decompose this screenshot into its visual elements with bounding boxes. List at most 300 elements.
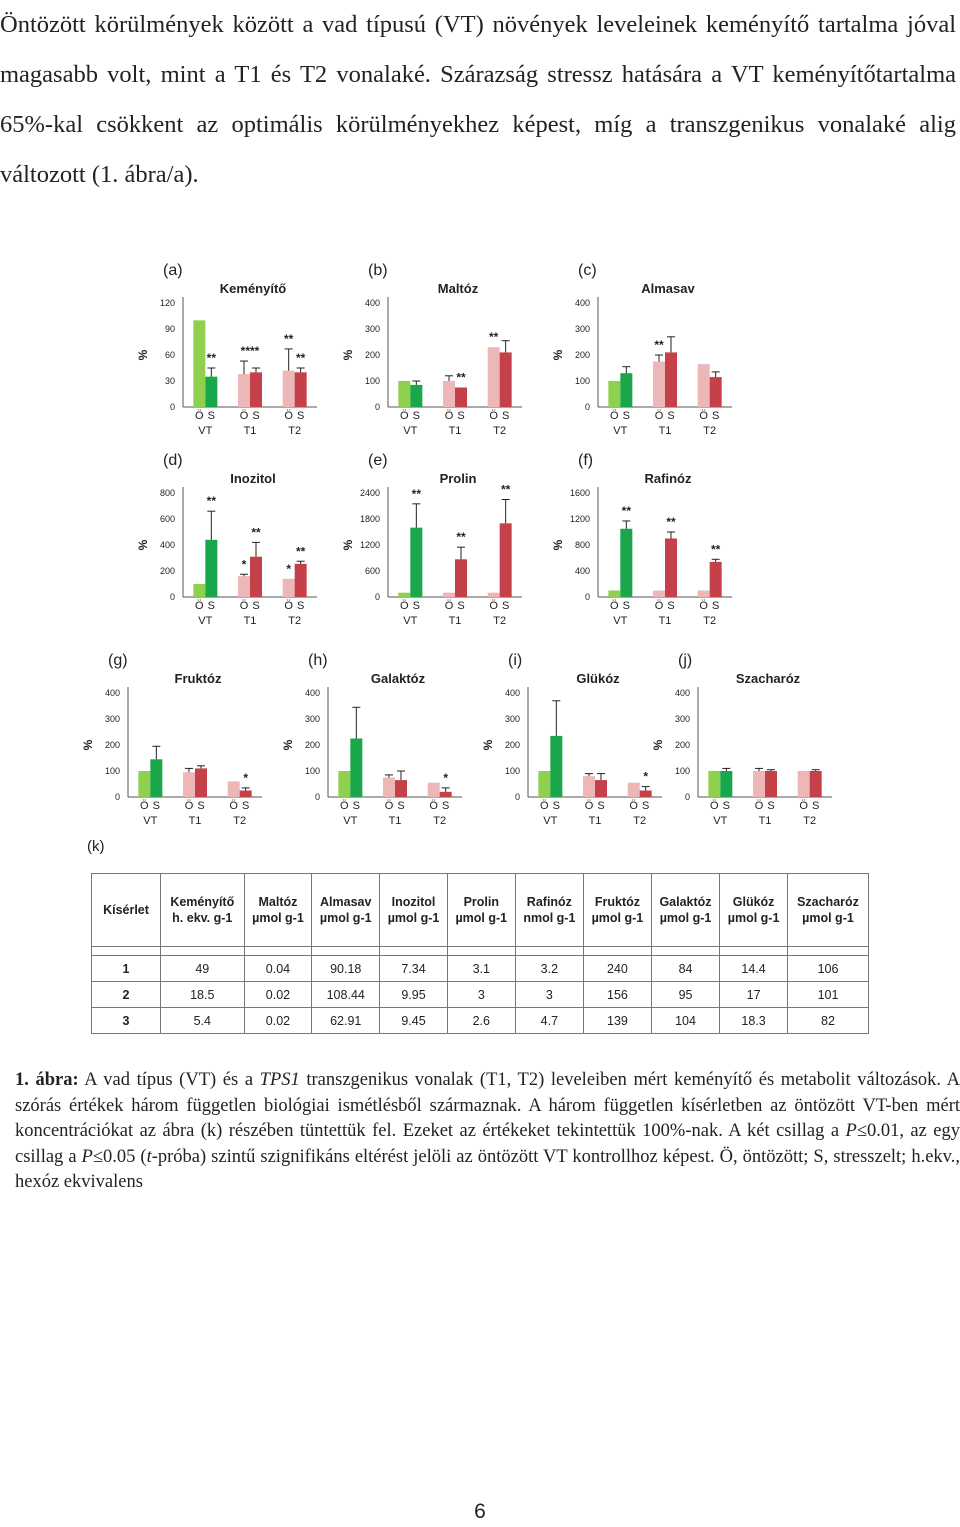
table-cell: 9.95 <box>380 982 448 1008</box>
category-label: VT <box>403 615 418 627</box>
y-axis-label: % <box>651 739 665 751</box>
table-cell: 7.34 <box>380 956 448 982</box>
bar <box>428 783 440 797</box>
figure-caption <box>15 1068 960 1196</box>
table-header-name: Szacharóz <box>797 895 859 909</box>
os-label: Ö <box>239 410 249 422</box>
bar <box>350 739 362 798</box>
os-label: Ö <box>384 800 394 812</box>
table-cell-experiment: 3 <box>92 1008 161 1034</box>
table-spacer-cell <box>447 947 515 956</box>
bar <box>665 352 677 407</box>
table-header-unit: µmol g-1 <box>727 911 780 925</box>
category-label: VT <box>343 815 358 827</box>
bar <box>608 381 620 407</box>
bar <box>665 539 677 598</box>
category-label: VT <box>198 425 213 437</box>
y-tick-label: 1600 <box>569 488 590 498</box>
table-cell: 0.02 <box>244 1008 312 1034</box>
y-tick-label: 300 <box>574 324 590 334</box>
significance-stars: ** <box>295 351 306 365</box>
bar <box>410 528 422 597</box>
table-header-unit: µmol g-1 <box>802 911 854 925</box>
caption-label: 1. ábra: <box>15 1070 79 1090</box>
os-label: Ö <box>400 410 409 422</box>
panel-letter: (c) <box>578 262 597 279</box>
significance-stars: * <box>241 557 247 572</box>
table-spacer-cell <box>515 947 583 956</box>
significance-stars: * <box>286 561 292 576</box>
os-label: Ö <box>654 600 664 612</box>
table-spacer-row <box>92 947 869 956</box>
caption-text-4: ≤0.05 ( <box>92 1146 147 1167</box>
category-label: T1 <box>448 425 462 437</box>
table-header-name: Inozitol <box>391 895 436 909</box>
bar <box>443 593 455 597</box>
panel-title: Szacharóz <box>735 671 801 686</box>
os-label: S <box>501 410 510 422</box>
bar <box>195 768 207 797</box>
y-axis-label: % <box>481 739 495 751</box>
y-tick-label: 100 <box>674 766 690 776</box>
caption-text-2: transzgenikus vonalak (T1, T2) leveleiben mért keményítő és metabolit változások. A szórás értékek három független biológiai ismétlésből származnak. A három független kísérletben az öntözött VT-ben mért koncentrációkat az ábra (k) részében tüntettük fel. Ezeket az értékeket tekintettük 100%-nak. A két csillag a <box>15 1070 960 1141</box>
bar <box>295 564 307 597</box>
significance-stars: * <box>643 769 649 784</box>
os-label: S <box>207 410 216 422</box>
caption-text-3: ≤0.01, az egy csillag a <box>15 1121 960 1167</box>
category-label: T2 <box>288 615 302 627</box>
chart-svg <box>80 645 270 830</box>
bar <box>228 781 240 797</box>
os-label: S <box>457 410 465 422</box>
category-label: VT <box>198 615 213 627</box>
y-tick-label: 200 <box>304 740 320 750</box>
y-tick-label: 200 <box>104 740 120 750</box>
table-header-row <box>92 874 869 947</box>
os-label: S <box>767 800 775 812</box>
os-label: S <box>352 800 361 812</box>
y-tick-label: 300 <box>304 714 320 724</box>
table-cell: 104 <box>651 1008 719 1034</box>
category-label: T1 <box>758 815 772 827</box>
table-cell-experiment: 1 <box>92 956 161 982</box>
y-axis-label: % <box>341 349 355 361</box>
table-cell: 90.18 <box>312 956 380 982</box>
table-cell: 139 <box>584 1008 652 1034</box>
panel-title: Inozitol <box>230 471 276 486</box>
y-tick-label: 600 <box>364 566 380 576</box>
table-cell-experiment: 2 <box>92 982 161 1008</box>
category-label: VT <box>543 815 558 827</box>
chart-panel <box>280 645 470 835</box>
table-spacer-cell <box>161 947 245 956</box>
bar <box>550 736 562 797</box>
os-label: Ö <box>489 410 498 422</box>
table-header-5 <box>447 874 515 947</box>
os-label: Ö <box>284 600 293 612</box>
category-label: VT <box>613 425 628 437</box>
y-tick-label: 200 <box>504 740 520 750</box>
bar <box>440 792 452 797</box>
chart-panel <box>135 445 325 635</box>
y-axis-label: % <box>281 739 295 751</box>
bar <box>710 377 722 407</box>
chart-panel <box>480 645 670 835</box>
bar <box>608 591 620 598</box>
os-label: Ö <box>340 800 349 812</box>
os-label: Ö <box>284 410 293 422</box>
category-label: VT <box>403 425 418 437</box>
table-header-unit: µmol g-1 <box>387 911 440 925</box>
category-label: T1 <box>448 615 462 627</box>
caption-t-test: t <box>146 1146 152 1167</box>
os-label: Ö <box>629 800 638 812</box>
y-tick-label: 0 <box>169 592 175 602</box>
bar <box>205 377 217 407</box>
table-cell: 0.02 <box>244 982 312 1008</box>
panel-title: Maltóz <box>437 281 479 296</box>
os-label: Ö <box>699 600 708 612</box>
panel-title: Fruktóz <box>174 671 222 686</box>
bar <box>488 347 500 407</box>
os-label: Ö <box>195 410 204 422</box>
table-header-unit: µmol g-1 <box>319 911 372 925</box>
y-tick-label: 0 <box>314 792 320 802</box>
y-tick-label: 0 <box>114 792 120 802</box>
table-cell: 49 <box>161 956 245 982</box>
y-tick-label: 300 <box>104 714 120 724</box>
table-header-unit: nmol g-1 <box>523 911 576 925</box>
table-cell: 2.6 <box>447 1008 515 1034</box>
table-header-unit: µmol g-1 <box>455 911 508 925</box>
bar <box>753 771 765 797</box>
table-header-3 <box>312 874 380 947</box>
table-spacer-cell <box>244 947 312 956</box>
panel-letter: (f) <box>578 452 594 469</box>
table-cell: 9.45 <box>380 1008 448 1034</box>
category-label: T2 <box>493 425 507 437</box>
y-tick-label: 400 <box>364 298 380 308</box>
table-header-1 <box>161 874 245 947</box>
os-label: Ö <box>699 410 708 422</box>
table-cell: 108.44 <box>312 982 380 1008</box>
category-label: T1 <box>243 615 257 627</box>
y-tick-label: 100 <box>504 766 520 776</box>
os-label: S <box>711 600 720 612</box>
chart-svg <box>340 255 530 440</box>
bar <box>653 591 665 598</box>
table-header-experiment: Kísérlet <box>92 874 161 947</box>
chart-svg <box>135 445 325 630</box>
chart-panel <box>550 445 740 635</box>
category-label: T2 <box>433 815 447 827</box>
bar <box>708 771 720 797</box>
table-cell: 156 <box>584 982 652 1008</box>
table-cell: 18.3 <box>720 1008 788 1034</box>
os-label: S <box>296 600 305 612</box>
bar <box>240 791 252 798</box>
figure-1 <box>0 255 960 1045</box>
os-label: S <box>197 800 205 812</box>
os-label: S <box>441 800 450 812</box>
table-cell: 84 <box>651 956 719 982</box>
significance-stars: ** <box>295 544 306 559</box>
os-label: S <box>641 800 650 812</box>
panel-letter: (a) <box>163 262 183 279</box>
table-header-unit: h. ekv. g-1 <box>172 911 233 925</box>
os-label: Ö <box>754 800 764 812</box>
chart-svg <box>650 645 840 830</box>
significance-stars: ** <box>251 525 261 540</box>
table-header-7 <box>584 874 652 947</box>
category-label: T2 <box>703 615 717 627</box>
table-cell: 82 <box>787 1008 868 1034</box>
table-cell: 5.4 <box>161 1008 245 1034</box>
panel-letter: (d) <box>163 452 183 469</box>
bar <box>395 780 407 797</box>
bar <box>205 540 217 597</box>
y-tick-label: 60 <box>164 350 175 360</box>
category-label: T1 <box>588 815 602 827</box>
os-label: Ö <box>710 800 719 812</box>
table-spacer-cell <box>651 947 719 956</box>
y-tick-label: 200 <box>574 350 590 360</box>
y-tick-label: 600 <box>159 514 175 524</box>
os-label: S <box>252 600 260 612</box>
table-header-unit: µmol g-1 <box>659 911 712 925</box>
os-label: S <box>241 800 250 812</box>
table-header-name: Prolin <box>463 895 499 909</box>
category-label: T1 <box>243 425 257 437</box>
y-tick-label: 200 <box>364 350 380 360</box>
os-label: S <box>457 600 465 612</box>
os-label: Ö <box>229 800 238 812</box>
panel-title: Glükóz <box>576 671 620 686</box>
panel-letter: (h) <box>308 652 328 669</box>
y-tick-label: 1200 <box>569 514 590 524</box>
chart-svg <box>135 255 325 440</box>
y-tick-label: 200 <box>674 740 690 750</box>
bar <box>595 780 607 797</box>
bar <box>238 576 250 597</box>
bar <box>193 320 205 407</box>
significance-stars: ** <box>206 351 217 365</box>
bar <box>798 771 810 797</box>
panel-letter: (i) <box>508 652 523 669</box>
caption-text-1: A vad típus (VT) és a <box>78 1070 260 1090</box>
table-cell: 3.1 <box>447 956 515 982</box>
table-cell: 240 <box>584 956 652 982</box>
table-header-name: Keményítő <box>170 895 235 909</box>
chart-svg <box>340 445 530 630</box>
bar <box>488 593 500 597</box>
os-label: S <box>207 600 216 612</box>
concentration-table <box>91 873 869 1034</box>
bar <box>698 591 710 598</box>
significance-stars: ** <box>411 486 422 501</box>
bar <box>500 523 512 597</box>
significance-stars: * <box>443 770 449 785</box>
table-header-unit: µmol g-1 <box>252 911 304 925</box>
caption-gene-name: TPS1 <box>259 1070 300 1090</box>
bar <box>283 579 295 597</box>
bar <box>583 776 595 797</box>
table-spacer-cell <box>312 947 380 956</box>
table-header-name: Maltóz <box>258 895 298 909</box>
os-label: Ö <box>584 800 594 812</box>
y-tick-label: 300 <box>674 714 690 724</box>
y-tick-label: 300 <box>504 714 520 724</box>
significance-stars: ** <box>500 482 511 497</box>
bar <box>710 562 722 597</box>
os-label: S <box>667 600 675 612</box>
table-header-unit: µmol g-1 <box>591 911 644 925</box>
bar <box>628 783 640 797</box>
os-label: S <box>397 800 405 812</box>
bar <box>538 771 550 797</box>
os-label: S <box>412 410 421 422</box>
table-spacer-cell <box>787 947 868 956</box>
table-spacer-cell <box>584 947 652 956</box>
os-label: S <box>667 410 675 422</box>
panel-title: Galaktóz <box>370 671 426 686</box>
os-label: S <box>252 410 260 422</box>
table-cell: 14.4 <box>720 956 788 982</box>
significance-stars: ** <box>621 503 632 518</box>
bar <box>765 771 777 797</box>
table-header-4 <box>380 874 448 947</box>
y-tick-label: 0 <box>684 792 690 802</box>
category-label: T1 <box>658 425 672 437</box>
os-label: S <box>722 800 731 812</box>
page-number: 6 <box>474 1500 486 1523</box>
panel-title: Prolin <box>439 471 477 486</box>
bar <box>698 364 710 407</box>
category-label: T1 <box>388 815 402 827</box>
bar <box>410 385 422 407</box>
y-tick-label: 1800 <box>359 514 380 524</box>
y-axis-label: % <box>341 539 355 551</box>
table-header-8 <box>651 874 719 947</box>
caption-text-5: -próba) szintű szignifikáns eltérést jelöli az öntözött VT kontrollhoz képest. Ö, öntözött; S, stresszelt; h.ekv., hexóz ekvivalens <box>15 1146 960 1192</box>
os-label: Ö <box>444 410 454 422</box>
table-header-9 <box>720 874 788 947</box>
caption-p-1: P <box>845 1121 857 1141</box>
category-label: T2 <box>803 815 817 827</box>
y-tick-label: 0 <box>514 792 520 802</box>
bar <box>720 771 732 797</box>
y-tick-label: 400 <box>674 688 690 698</box>
caption-p-2: P <box>81 1146 93 1167</box>
os-label: Ö <box>140 800 149 812</box>
y-tick-label: 100 <box>304 766 320 776</box>
os-label: Ö <box>540 800 549 812</box>
table-cell: 101 <box>787 982 868 1008</box>
chart-panel <box>340 445 530 635</box>
y-axis-label: % <box>81 739 95 751</box>
y-tick-label: 400 <box>159 540 175 550</box>
table-cell: 18.5 <box>161 982 245 1008</box>
panel-k-letter: (k) <box>87 838 105 855</box>
bar <box>620 529 632 597</box>
os-label: Ö <box>799 800 808 812</box>
os-label: S <box>622 600 631 612</box>
significance-stars: * <box>243 770 249 785</box>
table-header-name: Galaktóz <box>659 895 712 909</box>
chart-svg <box>480 645 670 830</box>
os-label: Ö <box>195 600 204 612</box>
os-label: S <box>597 800 605 812</box>
os-label: S <box>622 410 631 422</box>
table-spacer-cell <box>92 947 161 956</box>
bar <box>810 771 822 797</box>
panel-title: Rafinóz <box>644 471 692 486</box>
os-label: Ö <box>239 600 249 612</box>
y-tick-label: 800 <box>574 540 590 550</box>
table-cell: 106 <box>787 956 868 982</box>
table-spacer-cell <box>720 947 788 956</box>
table-cell: 3.2 <box>515 956 583 982</box>
y-tick-label: 0 <box>584 592 590 602</box>
y-tick-label: 100 <box>574 376 590 386</box>
panel-letter: (g) <box>108 652 128 669</box>
table-header-name: Almasav <box>320 895 372 909</box>
y-tick-label: 800 <box>159 488 175 498</box>
os-label: Ö <box>610 410 619 422</box>
bar <box>398 593 410 597</box>
bar <box>138 771 150 797</box>
y-tick-label: 400 <box>304 688 320 698</box>
table-cell: 17 <box>720 982 788 1008</box>
y-tick-label: 0 <box>374 402 380 412</box>
chart-panel <box>550 255 740 445</box>
os-label: Ö <box>429 800 438 812</box>
y-tick-label: 90 <box>164 324 175 334</box>
panel-title: Keményítő <box>219 281 287 296</box>
bar <box>500 352 512 407</box>
os-label: S <box>552 800 561 812</box>
category-label: T2 <box>288 425 302 437</box>
y-tick-label: 1200 <box>359 540 380 550</box>
y-tick-label: 100 <box>104 766 120 776</box>
table-header-name: Fruktóz <box>594 895 640 909</box>
category-label: VT <box>613 615 628 627</box>
table-row <box>92 956 869 982</box>
table-header-10 <box>787 874 868 947</box>
chart-panel <box>650 645 840 835</box>
bar <box>455 388 467 408</box>
table-header-2 <box>244 874 312 947</box>
y-axis-label: % <box>551 539 565 551</box>
significance-stars: ** <box>456 370 466 385</box>
y-tick-label: 400 <box>574 298 590 308</box>
bar <box>238 374 250 407</box>
category-label: T2 <box>633 815 647 827</box>
bar <box>250 557 262 597</box>
os-label: S <box>501 600 510 612</box>
y-tick-label: 400 <box>504 688 520 698</box>
category-label: VT <box>713 815 728 827</box>
panel-title: Almasav <box>641 281 695 296</box>
chart-svg <box>550 445 740 630</box>
category-label: T2 <box>233 815 247 827</box>
significance-stars: ** <box>456 530 466 545</box>
panel-letter: (j) <box>678 652 693 669</box>
y-tick-label: 0 <box>374 592 380 602</box>
table-cell: 0.04 <box>244 956 312 982</box>
category-label: T1 <box>188 815 202 827</box>
os-label: Ö <box>489 600 498 612</box>
